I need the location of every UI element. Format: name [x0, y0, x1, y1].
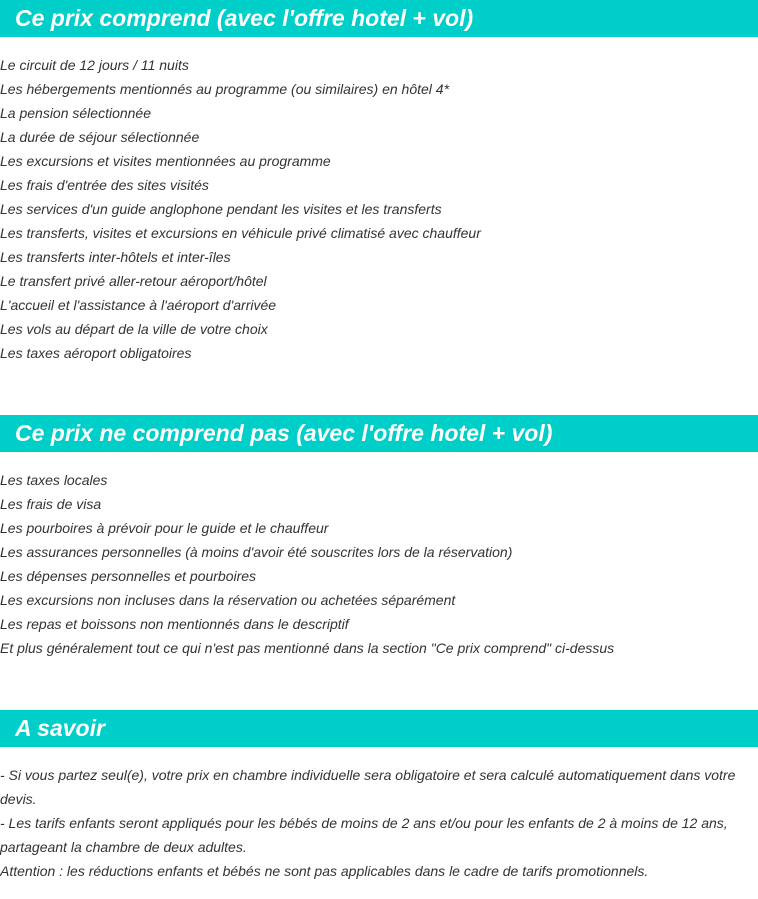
section-header-not-included: Ce prix ne comprend pas (avec l'offre hotel + vol) — [0, 415, 758, 452]
list-item: L'accueil et l'assistance à l'aéroport d'arrivée — [0, 297, 277, 313]
list-item: Les excursions non incluses dans la réservation ou achetées séparément — [0, 592, 456, 608]
section-header-a-savoir: A savoir — [0, 710, 758, 747]
note-paragraph: Attention : les réductions enfants et bébés ne sont pas applicables dans le cadre de tarifs promotionnels. — [0, 863, 649, 879]
list-item: Les taxes aéroport obligatoires — [0, 345, 192, 361]
list-item: Les services d'un guide anglophone pendant les visites et les transferts — [0, 201, 442, 217]
not-included-list — [0, 468, 758, 660]
list-item: Les excursions et visites mentionnées au programme — [0, 153, 331, 169]
list-item: Les pourboires à prévoir pour le guide et le chauffeur — [0, 520, 329, 536]
note-paragraph: - Les tarifs enfants seront appliqués pour les bébés de moins de 2 ans et/ou pour les enfants de 2 à moins de 12 ans, partageant la chambre de deux adultes. — [0, 815, 728, 855]
list-item: Les frais de visa — [0, 496, 102, 512]
list-item: Les transferts inter-hôtels et inter-îles — [0, 249, 231, 265]
list-item: Les hébergements mentionnés au programme (ou similaires) en hôtel 4* — [0, 81, 450, 97]
list-item: Les repas et boissons non mentionnés dans le descriptif — [0, 616, 349, 632]
list-item: Les vols au départ de la ville de votre choix — [0, 321, 268, 337]
list-item: Le transfert privé aller-retour aéroport/hôtel — [0, 273, 267, 289]
list-item: Le circuit de 12 jours / 11 nuits — [0, 57, 189, 73]
note-paragraph: - Si vous partez seul(e), votre prix en chambre individuelle sera obligatoire et sera calculé automatiquement dans votre devis. — [0, 767, 736, 807]
list-item: Les taxes locales — [0, 472, 108, 488]
included-list — [0, 53, 758, 365]
list-item: La durée de séjour sélectionnée — [0, 129, 200, 145]
list-item: Les frais d'entrée des sites visités — [0, 177, 209, 193]
list-item: Et plus généralement tout ce qui n'est pas mentionné dans la section "Ce prix comprend" ci-dessus — [0, 640, 615, 656]
list-item: Les dépenses personnelles et pourboires — [0, 568, 257, 584]
list-item: La pension sélectionnée — [0, 105, 152, 121]
list-item: Les assurances personnelles (à moins d'avoir été souscrites lors de la réservation) — [0, 544, 513, 560]
a-savoir-notes — [0, 763, 758, 883]
list-item: Les transferts, visites et excursions en véhicule privé climatisé avec chauffeur — [0, 225, 481, 241]
section-header-included: Ce prix comprend (avec l'offre hotel + vol) — [0, 0, 758, 37]
